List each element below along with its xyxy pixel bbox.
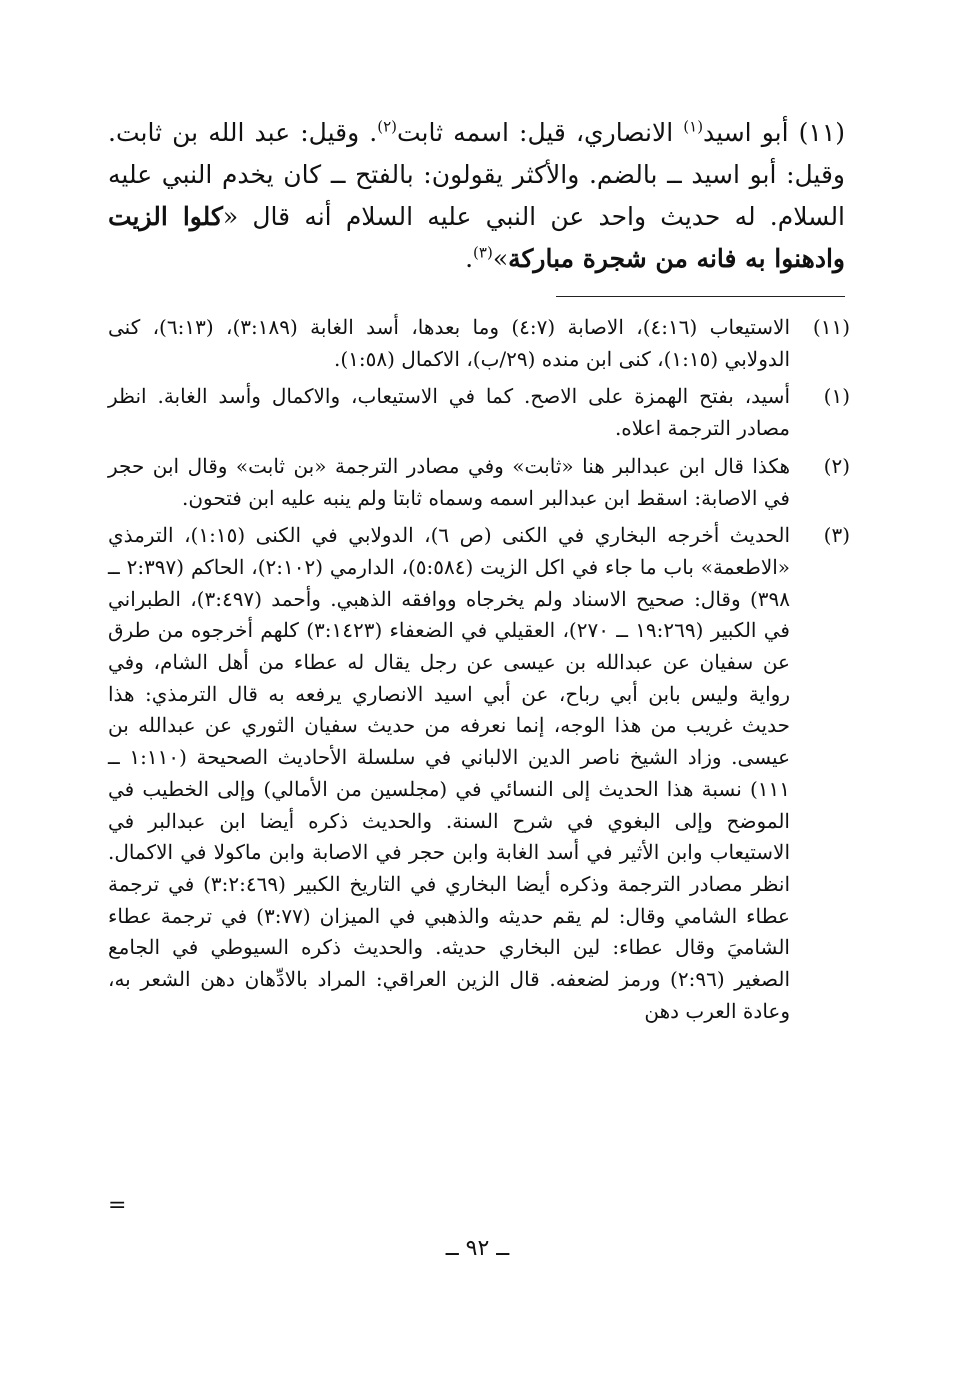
entry-heading-text: (١١) أبو اسيد xyxy=(703,118,846,147)
entry-text-5: . xyxy=(465,244,474,273)
footnote-text: أسيد، بفتح الهمزة على الاصح. كما في الاستيعاب، والاكمال وأسد الغابة. انظر مصادر الترجمة اعلاه. xyxy=(108,384,791,441)
footnote-text: الاستيعاب (٤:١٦)، الاصابة (٤:٧) وما بعدها، أسد الغابة (٣:١٨٩)، (٦:١٣)، كنى الدولابي (١:١٥)، كنى ابن منده (٢٩/ب)، الاكمال (١:٥٨). xyxy=(108,315,791,371)
footnote-text: هكذا قال ابن عبدالبر هنا «ثابت» وفي مصادر الترجمة «بن ثابت» وقال ابن حجر في الاصابة: اسقط ابن عبدالبر اسمه وسماه ثابتا ولم ينبه عليه ابن فتحون. xyxy=(108,453,790,510)
footnote-ref-1[interactable]: (١) xyxy=(683,117,704,136)
footnote-separator xyxy=(556,296,845,297)
biography-entry xyxy=(108,112,845,280)
footnote-item xyxy=(108,312,850,375)
footnote-number: (٢) xyxy=(823,453,850,478)
continuation-mark: = xyxy=(108,1193,127,1218)
footnote-item xyxy=(108,520,850,1027)
footnote-number: (١) xyxy=(823,384,850,409)
entry-text-2: الانصاري، قيل: اسمه ثابت xyxy=(397,118,684,147)
hadith-quote: كلوا الزيت وادهنوا به فانه من شجرة مباركة xyxy=(108,202,845,273)
footnote-ref-2[interactable]: (٢) xyxy=(377,117,397,136)
footnote-item xyxy=(108,451,850,514)
footnote-item xyxy=(108,381,850,444)
footnote-text: الحديث أخرجه البخاري في الكنى (ص ٦)، الدولابي في الكنى (١:١٥)، الترمذي «الاطعمة» باب ما جاء في اكل الزيت (٥:٥٨٤)، الدارمي (٢:١٠٢)، الحاكم (٢:٣٩٧ ــ ٣٩٨) وقال: صحيح الاسناد ولم يخرجاه ووافقه الذهبي. وأحمد (٣:٤٩٧)، الطبراني في الكبير (١٩:٢٦٩ ــ ٢٧٠)، العقيلي في الضعفاء (٣:١٤٢٣) كلهم أخرجوه من طرق عن سفيان عن عبدالله بن عيسى عن رجل يقال له عطاء من أهل الشام، وفي رواية وليس بابن أبي رباح، عن أبي اسيد الانصاري يرفعه به قال الترمذي: هذا حديث غريب من هذا الوجه، إنما نعرفه من حديث سفيان الثوري عن عبدالله بن عيسى. وزاد الشيخ ناصر الدين الالباني في سلسلة الأحاديث الصحيحة (١:١١٠ ــ ١١١) نسبة هذا الحديث إلى النسائي في (مجلسين من الأمالي) وإلى الخطيب في الموضح وإلى البغوي في شرح السنة. والحديث ذكره أيضا ابن عبدالبر في الاستيعاب وابن الأثير في أسد الغابة وابن حجر في الاصابة وابن ماكولا في الاكمال. انظر مصادر الترجمة وذكره أيضا البخاري في التاريخ الكبير (٣:٢:٤٦٩) في ترجمة عطاء الشامي وقال: لم يقم حديثه والذهبي في الميزان (٣:٧٧) في ترجمة عطاء الشاميَ وقال عطاء: لين البخاري حديثه. والحديث ذكره السيوطي في الجامع الصغير (٢:٩٦) ورمز لضعفه. قال الزين العراقي: المراد بالادِّهان دهن الشعر به، وعادة العرب دهن xyxy=(108,523,791,1023)
page-number: ــ ٩٢ ــ xyxy=(445,1236,510,1261)
footnote-number: (٣) xyxy=(823,523,850,548)
footnote-number: (١١) xyxy=(812,315,850,339)
entry-text-4: » xyxy=(492,244,509,273)
footnote-ref-3[interactable]: (٣) xyxy=(473,243,493,262)
entry-text-3: . وقيل: عبد الله بن ثابت. وقيل: أبو اسيد ــ بالضم. والأكثر يقولون: بالفتح ــ كان يخدم النبي عليه السلام. له حديث واحد عن النبي عليه السلام أنه قال « xyxy=(108,118,846,231)
footnotes xyxy=(108,312,850,1027)
